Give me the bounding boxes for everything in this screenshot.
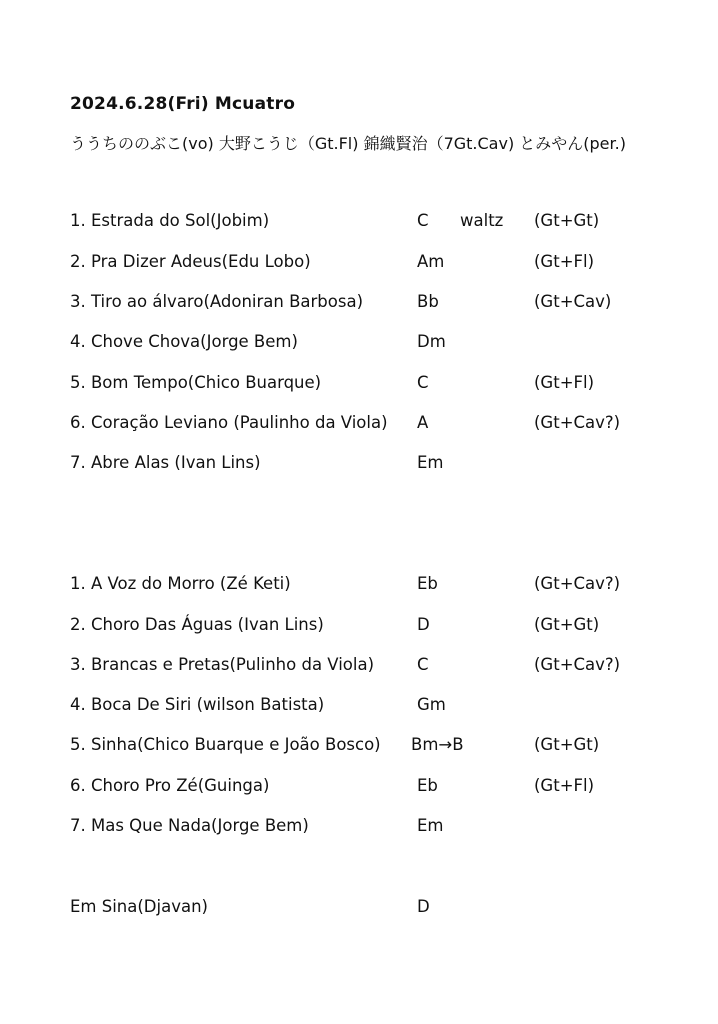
song-key: Bb (417, 292, 439, 311)
song-instruments: (Gt+Fl) (534, 776, 595, 795)
song-instruments: (Gt+Gt) (534, 615, 600, 634)
song-title: 1. Estrada do Sol(Jobim) (70, 211, 270, 230)
song-key: C (417, 211, 429, 230)
member-list: ううちののぶこ(vo) 大野こうじ（Gt.Fl) 錦織賢治（7Gt.Cav) とみやん(per.) (70, 134, 626, 153)
song-instruments: (Gt+Cav) (534, 292, 612, 311)
song-title: 5. Sinha(Chico Buarque e João Bosco) (70, 735, 381, 754)
song-title: 6. Coração Leviano (Paulinho da Viola) (70, 413, 388, 432)
song-instruments: (Gt+Cav?) (534, 574, 621, 593)
song-title: 2. Pra Dizer Adeus(Edu Lobo) (70, 252, 311, 271)
song-title: 3. Tiro ao álvaro(Adoniran Barbosa) (70, 292, 364, 311)
song-title: 1. A Voz do Morro (Zé Keti) (70, 574, 291, 593)
song-key: Em (417, 816, 444, 835)
song-key: Am (417, 252, 445, 271)
song-key: Eb (417, 574, 438, 593)
song-title: 7. Mas Que Nada(Jorge Bem) (70, 816, 309, 835)
song-instruments: (Gt+Fl) (534, 373, 595, 392)
song-title: 4. Boca De Siri (wilson Batista) (70, 695, 325, 714)
song-key: Eb (417, 776, 438, 795)
song-title: 2. Choro Das Águas (Ivan Lins) (70, 615, 324, 634)
song-key: C (417, 373, 429, 392)
song-title: 3. Brancas e Pretas(Pulinho da Viola) (70, 655, 375, 674)
song-instruments: (Gt+Gt) (534, 211, 600, 230)
song-instruments: (Gt+Gt) (534, 735, 600, 754)
song-key: Gm (417, 695, 446, 714)
song-key: A (417, 413, 429, 432)
song-title: 7. Abre Alas (Ivan Lins) (70, 453, 261, 472)
song-note: waltz (460, 211, 504, 230)
song-title: 4. Chove Chova(Jorge Bem) (70, 332, 298, 351)
song-title: 5. Bom Tempo(Chico Buarque) (70, 373, 322, 392)
song-instruments: (Gt+Fl) (534, 252, 595, 271)
song-key: D (417, 897, 430, 916)
page-title: 2024.6.28(Fri) Mcuatro (70, 94, 296, 114)
song-key: Dm (417, 332, 446, 351)
song-title: 6. Choro Pro Zé(Guinga) (70, 776, 270, 795)
song-key: Bm→B (411, 735, 464, 754)
song-instruments: (Gt+Cav?) (534, 413, 621, 432)
song-key: D (417, 615, 430, 634)
song-key: C (417, 655, 429, 674)
song-key: Em (417, 453, 444, 472)
song-instruments: (Gt+Cav?) (534, 655, 621, 674)
song-title: Em Sina(Djavan) (70, 897, 208, 916)
